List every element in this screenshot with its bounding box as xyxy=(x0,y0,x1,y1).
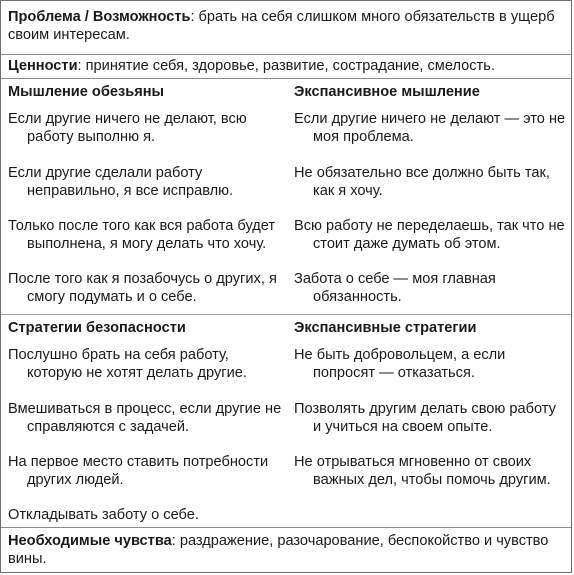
feelings-text: : раздражение, разочарование, беспокойство и чувство вины. xyxy=(8,533,549,567)
list-item: Всю работу не переделаешь, так что не стоит даже думать об этом. xyxy=(294,218,565,252)
list-item: Не обязательно все должно быть так, как я хочу. xyxy=(294,165,550,199)
list-item: После того как я позабочусь о других, я смогу подумать и о себе. xyxy=(8,271,277,305)
list-item: Только после того как вся работа будет выполнена, я могу делать что хочу. xyxy=(8,218,276,252)
problem-text: : брать на себя слишком много обязательств в ущерб своим интересам. xyxy=(8,9,555,43)
list-item: Не отрываться мгновенно от своих важных дел, чтобы помочь другим. xyxy=(294,454,551,488)
list-item: На первое место ставить потребности других людей. xyxy=(8,454,269,488)
values-label: Ценности xyxy=(8,58,78,74)
feelings-row xyxy=(1,532,571,568)
list-item: Позволять другим делать свою работу и учиться на своем опыте. xyxy=(294,401,556,435)
divider xyxy=(1,527,571,528)
list-item: Забота о себе — моя главная обязанность. xyxy=(294,271,496,305)
divider xyxy=(1,314,571,315)
expansive-strategies-heading: Экспансивные стратегии xyxy=(294,320,477,336)
divider xyxy=(1,78,571,79)
feelings-label: Необходимые чувства xyxy=(8,533,172,549)
list-item: Послушно брать на себя работу, которую не хотят делать другие. xyxy=(8,347,247,381)
list-item: Если другие ничего не делают — это не моя проблема. xyxy=(294,111,566,145)
problem-label: Проблема / Возможность xyxy=(8,9,191,25)
list-item: Не быть добровольцем, а если попросят — отказаться. xyxy=(294,347,506,381)
list-item: Если другие сделали работу неправильно, я все исправлю. xyxy=(8,165,234,199)
list-item: Откладывать заботу о себе. xyxy=(8,507,199,523)
values-row xyxy=(1,57,571,75)
problem-row xyxy=(1,8,571,44)
values-text: : принятие себя, здоровье, развитие, сострадание, смелость. xyxy=(77,58,495,74)
divider xyxy=(1,54,571,55)
list-item: Вмешиваться в процесс, если другие не справляются с задачей. xyxy=(8,401,282,435)
monkey-mind-heading: Мышление обезьяны xyxy=(8,84,164,100)
safety-strategies-heading: Стратегии безопасности xyxy=(8,320,186,336)
list-item: Если другие ничего не делают, всю работу выполню я. xyxy=(8,111,247,145)
expansive-thinking-heading: Экспансивное мышление xyxy=(294,84,480,100)
